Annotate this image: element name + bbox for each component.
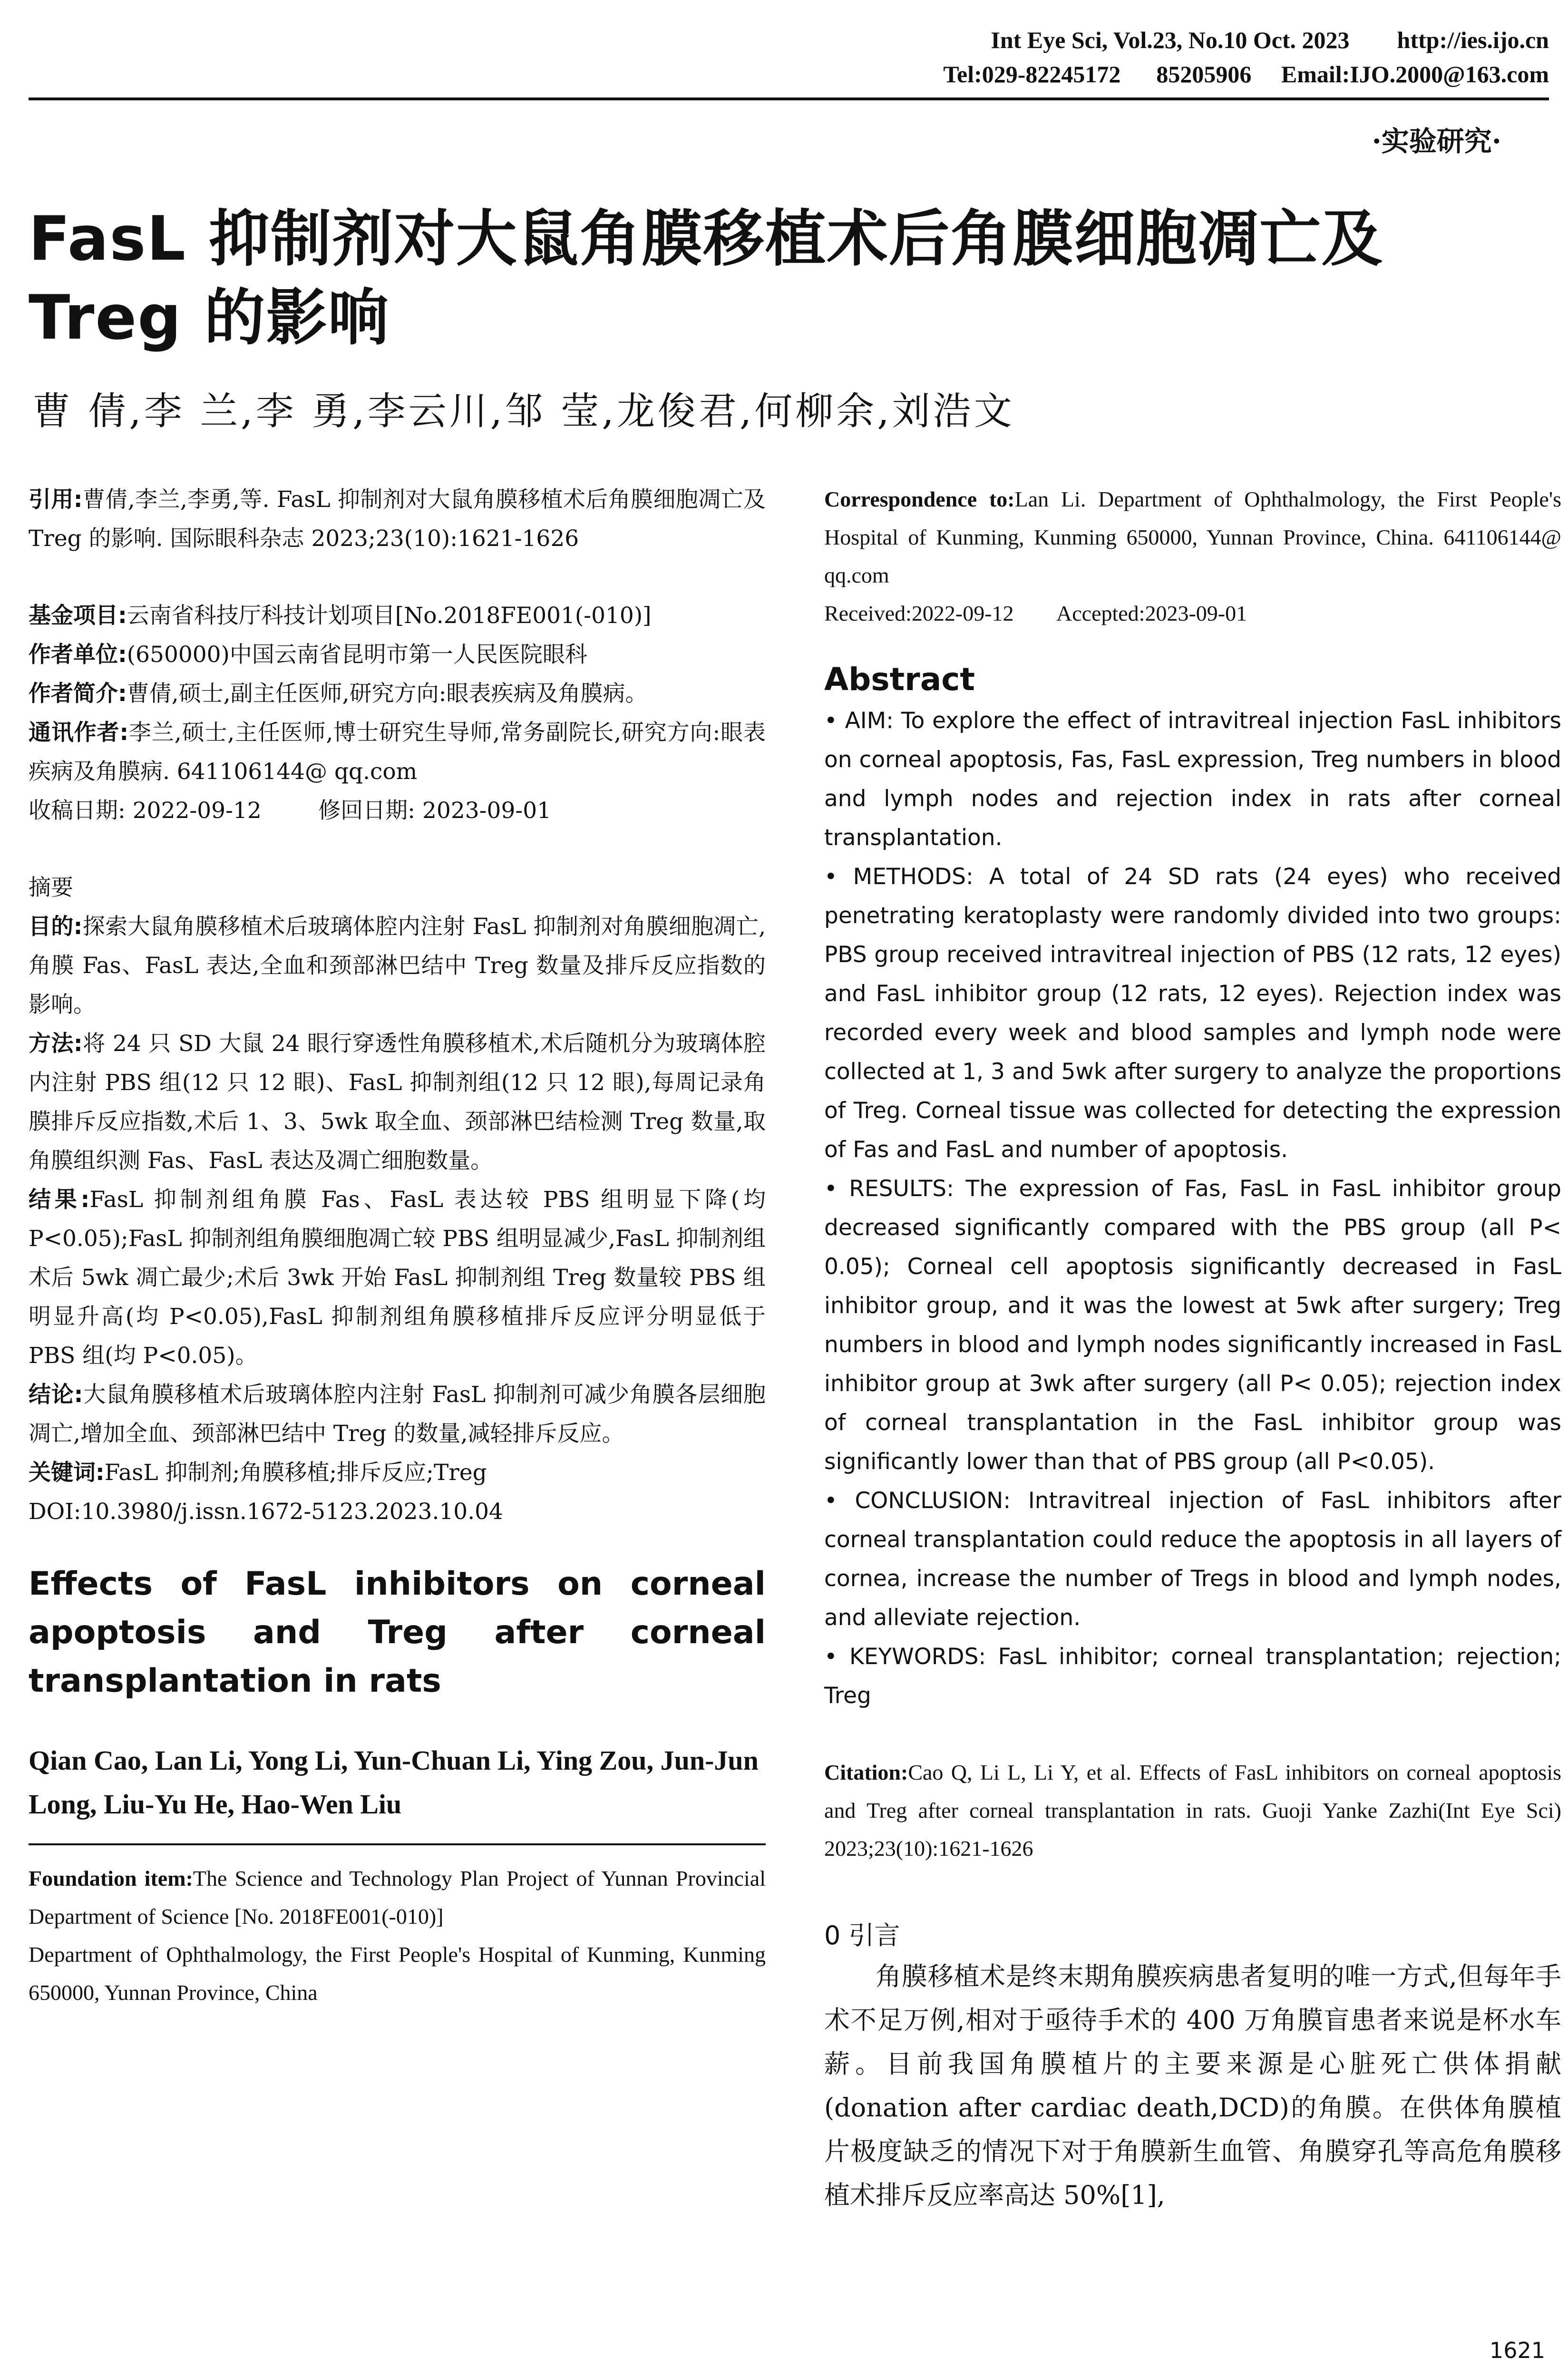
methods-cn-text: 将 24 只 SD 大鼠 24 眼行穿透性角膜移植术,术后随机分为玻璃体腔内注射 PBS 组(12 只 12 眼)、FasL 抑制剂组(12 只 12 眼),每周记录角膜排斥反应指数,术后 1、3、5wk 取全血、颈部淋巴结检测 Treg 数量,取角膜组织测 Fas、FasL 表达及凋亡细胞数量。 [29,1031,766,1174]
results-cn-label: 结果: [29,1187,90,1213]
citation-cn-text: 曹倩,李兰,李勇,等. FasL 抑制剂对大鼠角膜移植术后角膜细胞凋亡及 Treg 的影响. 国际眼科杂志 2023;23(10):1621-1626 [29,487,766,552]
citation-cn-label: 引用: [29,487,83,513]
corresponding-author-cn [29,713,766,791]
page-number: 1621 [1489,2338,1545,2363]
unit-label: 作者单位: [29,642,127,668]
article-title: FasL 抑制剂对大鼠角膜移植术后角膜细胞凋亡及 Treg 的影响 [29,204,1383,353]
corr-cn-label: 通讯作者: [29,720,129,746]
aim-cn-text: 探索大鼠角膜移植术后玻璃体腔内注射 FasL 抑制剂对角膜细胞凋亡,角膜 Fas、FasL 表达,全血和颈部淋巴结中 Treg 数量及排斥反应指数的影响。 [29,914,766,1018]
doi: DOI:10.3980/j.issn.1672-5123.2023.10.04 [29,1499,503,1525]
abstract-cn-conclusion [29,1375,766,1453]
abstract-en-conclusion: • CONCLUSION: Intravitreal injection of FasL inhibitors after corneal transplantation could reduce the apoptosis in all layers of cornea, increase the number of Tregs in blood and lymph nodes, and alleviate rejection. [824,1488,1561,1631]
header-contact-line: Tel:029-82245172 85205906 Email:IJO.2000@163.com [943,61,1549,88]
concl-cn-label: 结论: [29,1382,83,1408]
author-unit [29,635,766,674]
abstract-cn-aim [29,907,766,1024]
intro-heading: 0 引言 [824,1920,900,1950]
kw-cn-text: FasL 抑制剂;角膜移植;排斥反应;Treg [104,1460,487,1486]
citation-en-text: Cao Q, Li L, Li Y, et al. Effects of FasL inhibitors on corneal apoptosis and Treg after corneal transplantation in rats. Guoji Yanke Zazhi(Int Eye Sci) 2023;23(10):1621-1626 [824,1760,1561,1861]
fund-item [29,596,766,635]
department-affiliation: Department of Ophthalmology, the First People's Hospital of Kunming, Kunming 650000, Yunnan Province, China [29,1942,766,2005]
citation-en-label: Citation: [824,1760,908,1784]
kw-cn-label: 关键词: [29,1460,105,1486]
abstract-cn-results [29,1180,766,1375]
left-column [29,480,766,2012]
fund-text: 云南省科技厅科技计划项目[No.2018FE001(-010)] [127,603,652,629]
english-title: Effects of FasL inhibitors on corneal apoptosis and Treg after corneal transplantation in rats [29,1565,766,1700]
header-rule [29,97,1549,100]
dates-en: Received:2022-09-12 Accepted:2023-09-01 [824,601,1247,625]
running-header [943,23,1549,91]
abstract-en-results: • RESULTS: The expression of Fas, FasL in FasL inhibitor group decreased significantly compared with the PBS group (all P< 0.05); Corneal cell apoptosis significantly decreased in FasL inhibitor group, and it was the lowest at 5wk after surgery; Treg numbers in blood and lymph nodes significantly increased in FasL inhibitor group at 3wk after surgery (all P< 0.05); rejection index of corneal transplantation in the FasL inhibitor group was significantly lower than that of PBS group (all P<0.05). [824,1176,1561,1475]
foundation-item [29,1860,766,1936]
authors-rule [29,1843,766,1845]
abstract-cn-heading: 摘要 [29,875,73,901]
section-tag: ·实验研究· [1372,125,1501,157]
authors-english: Qian Cao, Lan Li, Yong Li, Yun-Chuan Li, Ying Zou, Jun-Jun Long, Liu-Yu He, Hao-Wen Liu [29,1745,759,1820]
abstract-cn-methods [29,1024,766,1180]
abstract-en-heading: Abstract [824,661,975,698]
bio-label: 作者简介: [29,681,127,707]
corr-en-text: Lan Li. Department of Ophthalmology, the First People's Hospital of Kunming, Kunming 650000, Yunnan Province, China. 641106144@ qq.com [824,487,1562,587]
foundation-text: The Science and Technology Plan Project of Yunnan Provincial Department of Science [No. 2018FE001(-010)] [29,1866,766,1929]
methods-cn-label: 方法: [29,1031,83,1057]
results-cn-text: FasL 抑制剂组角膜 Fas、FasL 表达较 PBS 组明显下降(均 P<0.05);FasL 抑制剂组角膜细胞凋亡较 PBS 组明显减少,FasL 抑制剂组术后 5wk 凋亡最少;术后 3wk 开始 FasL 抑制剂组 Treg 数量较 PBS 组明显升高(均 P<0.05),FasL 抑制剂组角膜移植排斥反应评分明显低于 PBS 组(均 P<0.05)。 [29,1187,766,1369]
citation-en [824,1754,1561,1868]
bio-text: 曹倩,硕士,副主任医师,研究方向:眼表疾病及角膜病。 [127,681,648,707]
dates-cn: 收稿日期: 2022-09-12 修回日期: 2023-09-01 [29,798,552,824]
concl-cn-text: 大鼠角膜移植术后玻璃体腔内注射 FasL 抑制剂可减少角膜各层细胞凋亡,增加全血、颈部淋巴结中 Treg 的数量,减轻排斥反应。 [29,1382,766,1447]
right-column [824,480,1561,2217]
fund-label: 基金项目: [29,603,127,629]
abstract-en-methods: • METHODS: A total of 24 SD rats (24 eyes) who received penetrating keratoplasty were randomly divided into two groups: PBS group received intravitreal injection of PBS (12 rats, 12 eyes) and FasL inhibitor group (12 rats, 12 eyes). Rejection index was recorded every week and blood samples and lymph node were collected at 1, 3 and 5wk after surgery to analyze the proportions of Treg. Corneal tissue was collected for detecting the expression of Fas and FasL and number of apoptosis. [824,864,1561,1163]
intro-paragraph: 角膜移植术是终末期角膜疾病患者复明的唯一方式,但每年手术不足万例,相对于亟待手术的 400 万角膜盲患者来说是杯水车薪。目前我国角膜植片的主要来源是心脏死亡供体捐献(donation after cardiac death,DCD)的角膜。在供体角膜植片极度缺乏的情况下对于角膜新生血管、角膜穿孔等高危角膜移植术排斥反应率高达 50%[1], [824,1961,1561,2210]
abstract-en-aim: • AIM: To explore the effect of intravitreal injection FasL inhibitors on corneal apoptosis, Fas, FasL expression, Treg numbers in blood and lymph nodes and rejection index in rats after corneal transplantation. [824,708,1561,851]
keywords-cn [29,1453,766,1492]
corr-en-label: Correspondence to: [824,487,1015,511]
citation-cn [29,480,766,558]
keywords-en: • KEYWORDS: FasL inhibitor; corneal transplantation; rejection; Treg [824,1644,1561,1709]
aim-cn-label: 目的: [29,914,83,940]
foundation-label: Foundation item: [29,1866,193,1890]
authors-chinese: 曹 倩,李 兰,李 勇,李云川,邹 莹,龙俊君,何柳余,刘浩文 [32,389,1015,433]
header-journal-line: Int Eye Sci, Vol.23, No.10 Oct. 2023 http://ies.ijo.cn [991,27,1549,53]
correspondence-en [824,480,1561,594]
unit-text: (650000)中国云南省昆明市第一人民医院眼科 [127,642,587,668]
author-bio [29,674,766,713]
corr-cn-text: 李兰,硕士,主任医师,博士研究生导师,常务副院长,研究方向:眼表疾病及角膜病. 641106144@ qq.com [29,720,766,785]
